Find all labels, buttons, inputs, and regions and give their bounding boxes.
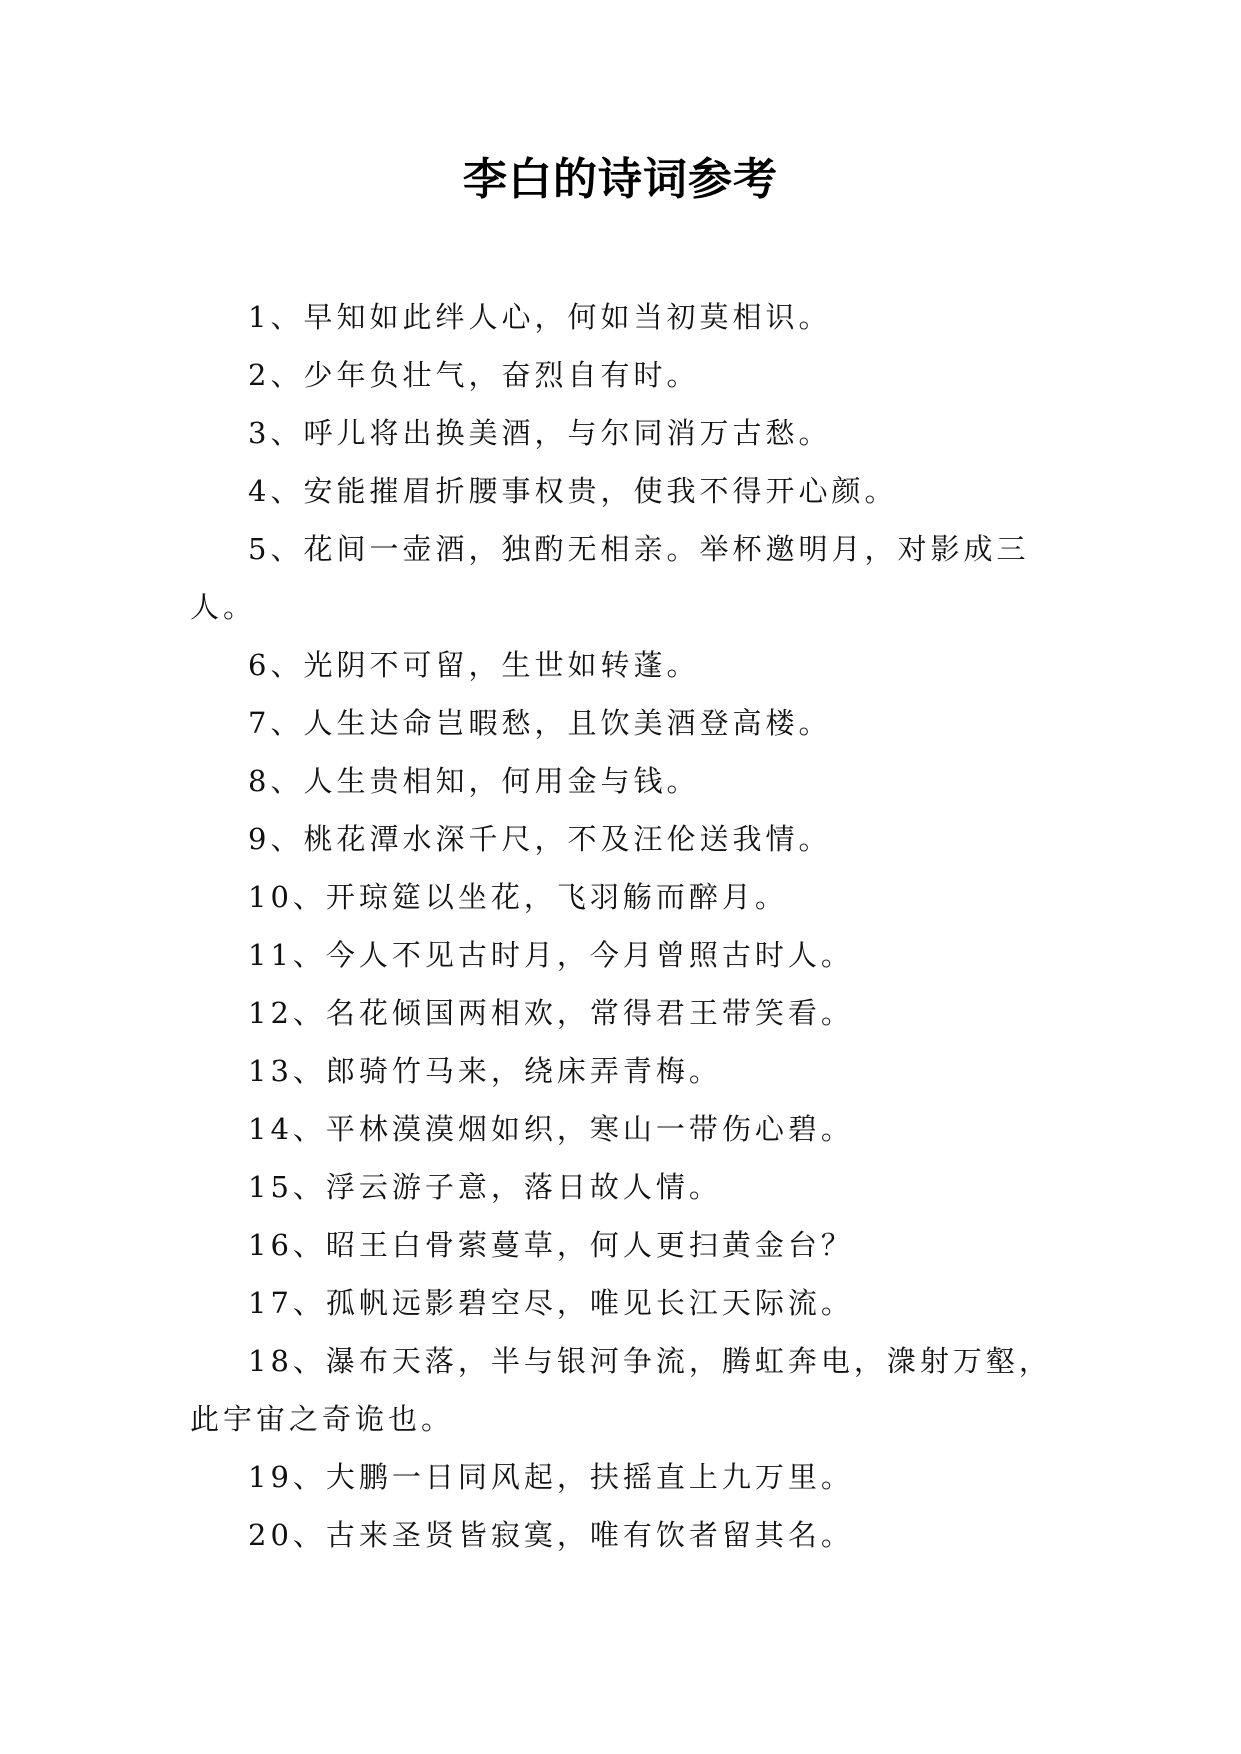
poem-line-20: 20、古来圣贤皆寂寞，唯有饮者留其名。: [248, 1518, 854, 1552]
poem-line-1: 1、早知如此绊人心，何如当初莫相识。: [248, 300, 832, 334]
poem-list: [190, 288, 1075, 1564]
poem-line-15: 15、浮云游子意，落日故人情。: [248, 1170, 722, 1204]
poem-line-11: 11、今人不见古时月，今月曾照古时人。: [248, 938, 854, 972]
poem-line-9: 9、桃花潭水深千尺，不及汪伦送我情。: [248, 822, 832, 856]
poem-line-13: 13、郎骑竹马来，绕床弄青梅。: [248, 1054, 722, 1088]
poem-line-2: 2、少年负壮气，奋烈自有时。: [248, 358, 700, 392]
poem-line-4: 4、安能摧眉折腰事权贵，使我不得开心颜。: [248, 474, 898, 508]
poem-line-19: 19、大鹏一日同风起，扶摇直上九万里。: [248, 1460, 854, 1494]
page-title: 李白的诗词参考: [463, 154, 778, 205]
poem-line-18: 18、瀑布天落，半与银河争流，腾虹奔电，潨射万壑，此宇宙之奇诡也。: [190, 1344, 1052, 1436]
poem-line-12: 12、名花倾国两相欢，常得君王带笑看。: [248, 996, 854, 1030]
poem-line-3: 3、呼儿将出换美酒，与尔同消万古愁。: [248, 416, 832, 450]
poem-line-8: 8、人生贵相知，何用金与钱。: [248, 764, 700, 798]
poem-line-6: 6、光阴不可留，生世如转蓬。: [248, 648, 700, 682]
poem-line-17: 17、孤帆远影碧空尽，唯见长江天际流。: [248, 1286, 854, 1320]
poem-line-7: 7、人生达命岂暇愁，且饮美酒登高楼。: [248, 706, 832, 740]
poem-line-5: 5、花间一壶酒，独酌无相亲。举杯邀明月，对影成三人。: [190, 532, 1030, 624]
poem-line-14: 14、平林漠漠烟如织，寒山一带伤心碧。: [248, 1112, 854, 1146]
poem-line-16: 16、昭王白骨萦蔓草，何人更扫黄金台？: [248, 1228, 854, 1262]
poem-line-10: 10、开琼筵以坐花，飞羽觞而醉月。: [248, 880, 788, 914]
